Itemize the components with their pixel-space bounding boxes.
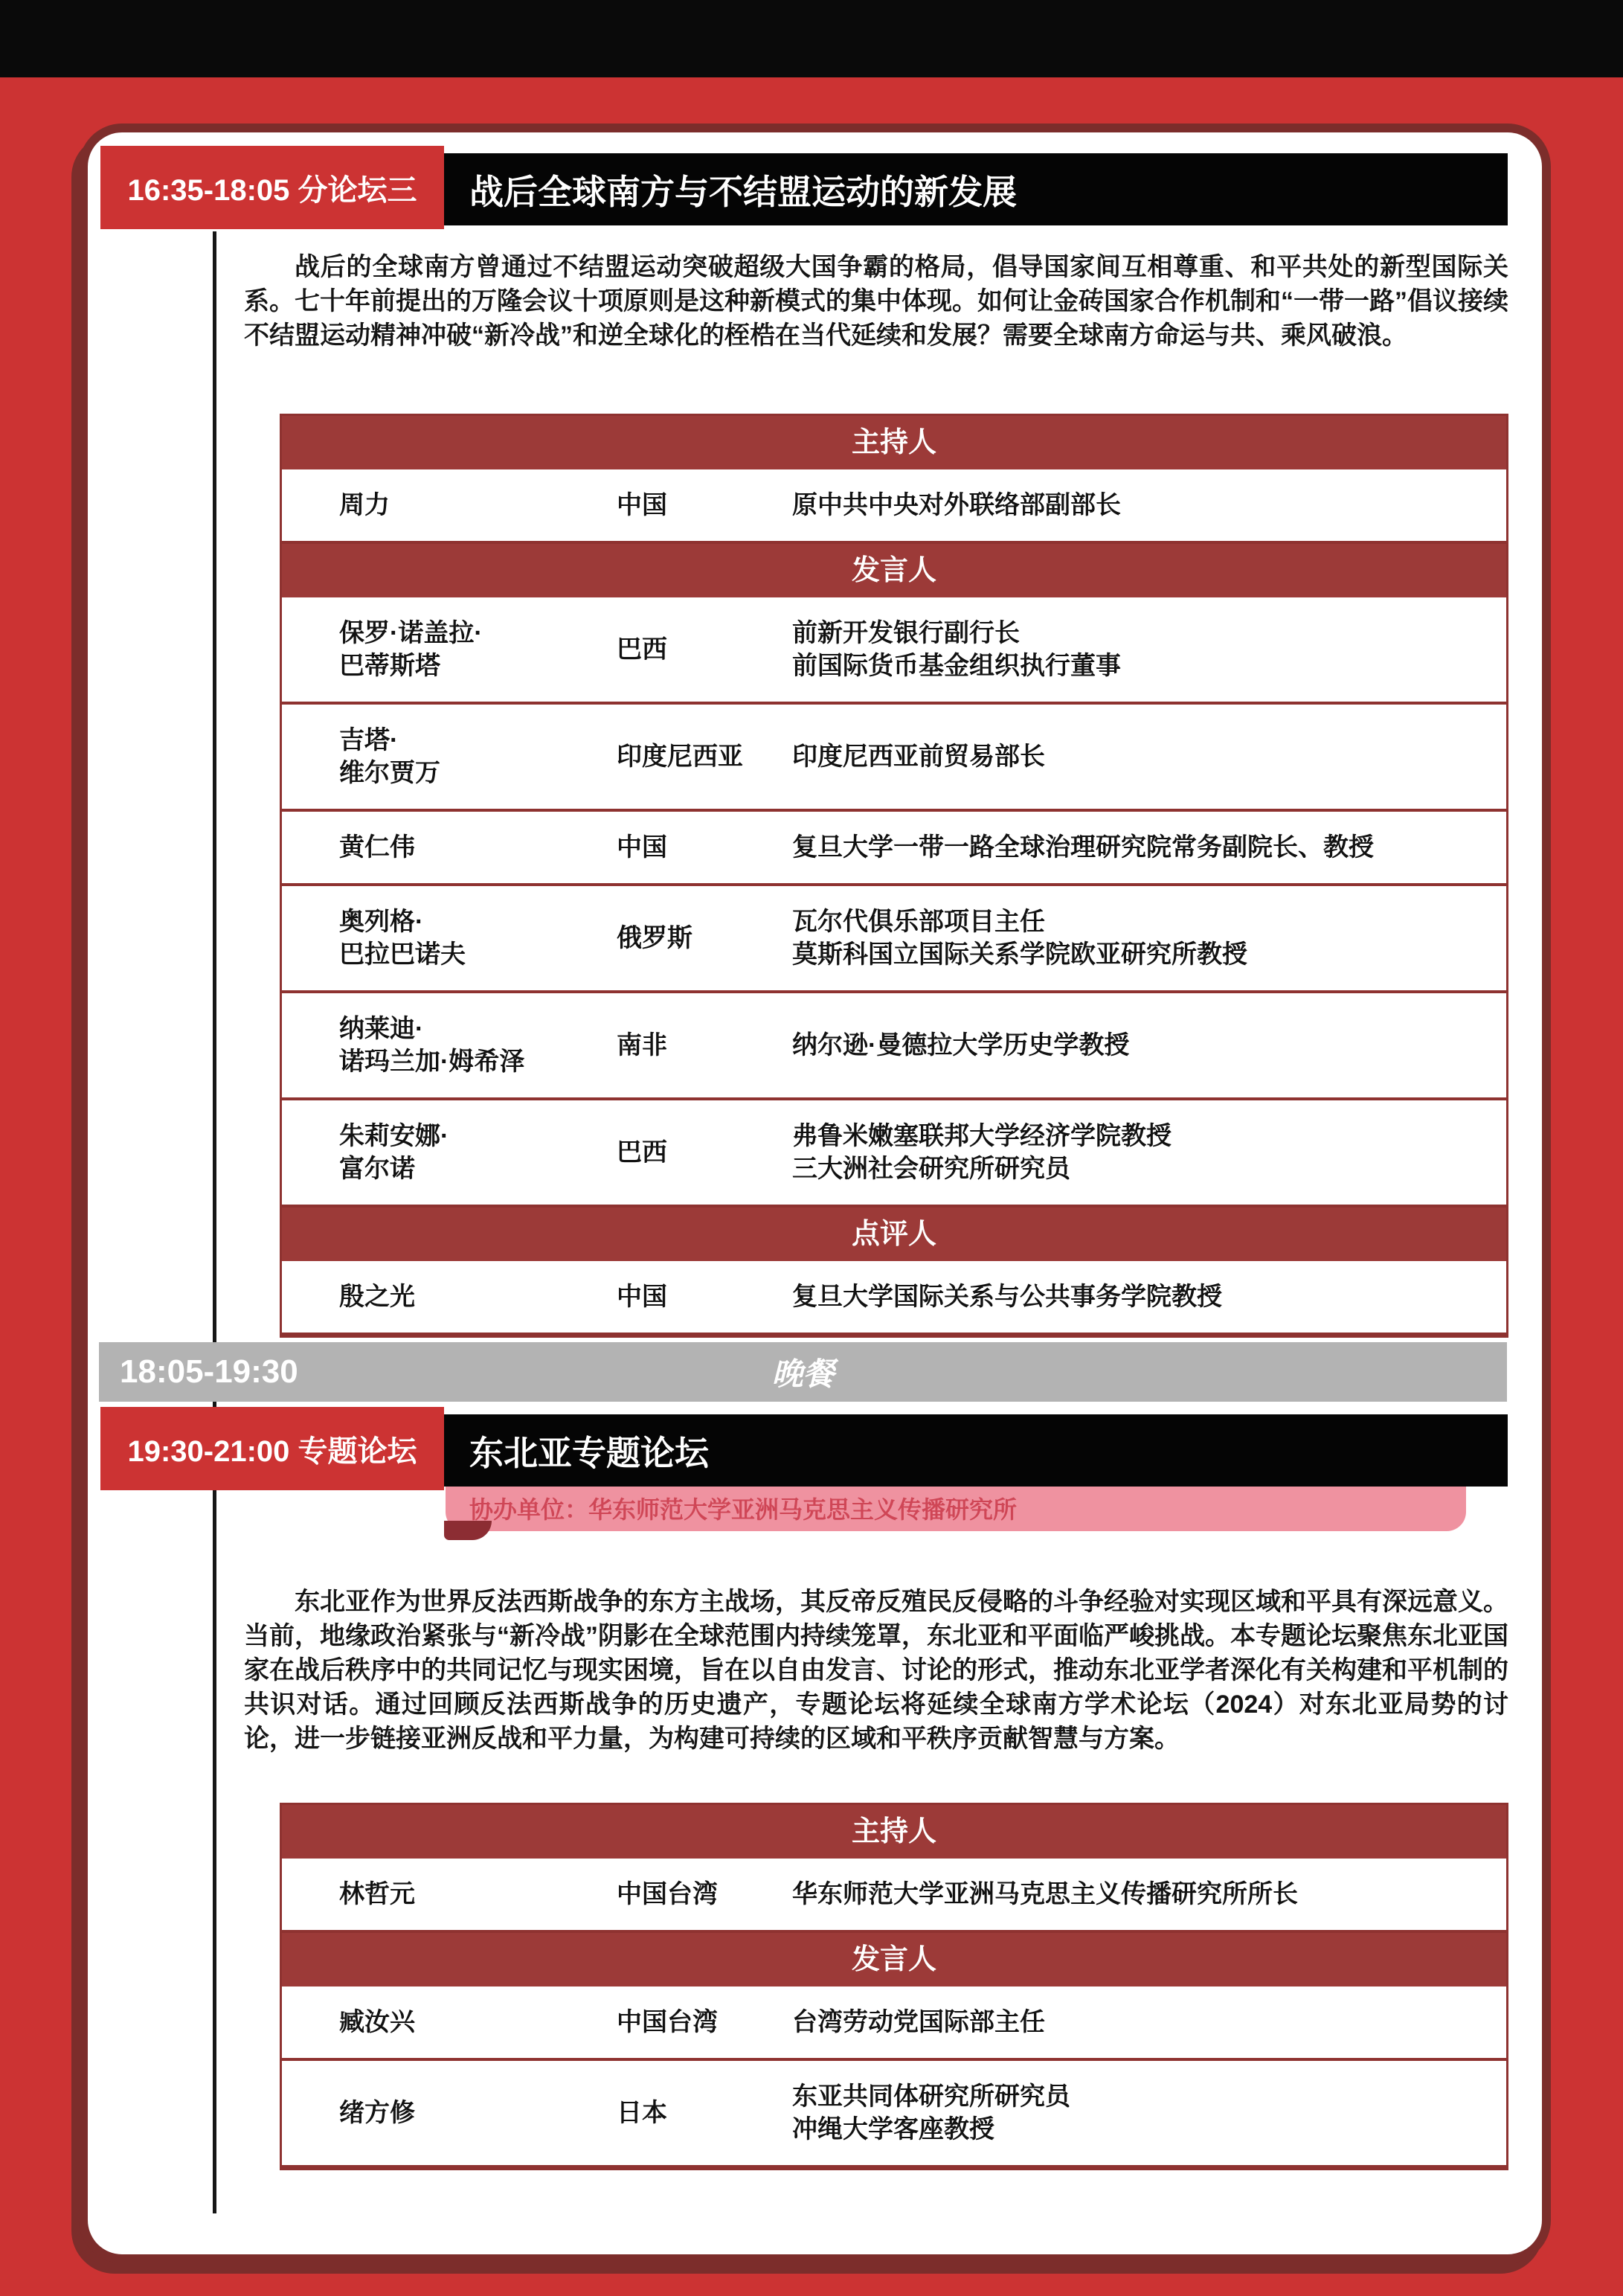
special-forum-title-bar: 东北亚专题论坛 (444, 1414, 1508, 1487)
program-card (79, 124, 1551, 2263)
table-row (282, 993, 1506, 1100)
table-group-header: 点评人 (282, 1208, 1506, 1261)
member-name: 林哲元 (339, 1880, 415, 1908)
forum3-title-bar: 战后全球南方与不结盟运动的新发展 (444, 153, 1508, 225)
co-organizer-ribbon: 协办单位：华东师范大学亚洲马克思主义传播研究所 (446, 1485, 1466, 1531)
member-name: 朱莉安娜· 富尔诺 (339, 1122, 449, 1183)
member-name: 黄仁伟 (339, 833, 415, 862)
special-forum-description: 东北亚作为世界反法西斯战争的东方主战场，其反帝反殖民反侵略的斗争经验对实现区域和平具有深远意义。当前，地缘政治紧张与“新冷战”阴影在全球范围内持续笼罩，东北亚和平面临严峻挑战。本专题论坛聚焦东北亚国家在战后秩序中的共同记忆与现实困境，旨在以自由发言、讨论的形式，推动东北亚学者深化有关构建和平机制的共识对话。通过回顾反法西斯战争的历史遗产，专题论坛将延续全球南方学术论坛（2024）对东北亚局势的讨论，进一步链接亚洲反战和平力量，为构建可持续的区域和平秩序贡献智慧与方案。 (244, 1588, 1508, 1753)
member-country: 俄罗斯 (617, 924, 692, 952)
member-title: 印度尼西亚前贸易部长 (792, 743, 1045, 771)
member-country: 巴西 (617, 635, 667, 664)
table-group-header: 主持人 (282, 1805, 1506, 1859)
special-forum-time-label: 19:30-21:00 专题论坛 (100, 1407, 444, 1490)
member-title: 台湾劳动党国际部主任 (792, 2008, 1045, 2036)
member-name: 绪方修 (339, 2099, 415, 2127)
member-name: 殷之光 (339, 1283, 415, 1311)
table-row (282, 886, 1506, 993)
table-row (282, 597, 1506, 705)
member-country: 中国 (617, 1283, 667, 1311)
timeline-rule (213, 231, 216, 2213)
member-title: 东亚共同体研究所研究员 冲绳大学客座教授 (792, 2082, 1070, 2143)
member-country: 巴西 (617, 1138, 667, 1167)
member-title: 前新开发银行副行长 前国际货币基金组织执行董事 (792, 619, 1121, 680)
member-country: 南非 (617, 1031, 667, 1059)
member-name: 吉塔· 维尔贾万 (339, 726, 440, 787)
table-row (282, 1986, 1506, 2061)
member-country: 中国 (617, 833, 667, 862)
program-card-inner (88, 132, 1542, 2254)
member-country: 日本 (617, 2099, 667, 2127)
member-country: 印度尼西亚 (617, 743, 743, 771)
special-forum-participant-table (280, 1803, 1508, 2170)
table-row (282, 812, 1506, 886)
table-group-header: 发言人 (282, 1933, 1506, 1986)
member-title: 纳尔逊·曼德拉大学历史学教授 (792, 1031, 1130, 1059)
forum3-time-label: 16:35-18:05 分论坛三 (100, 146, 444, 229)
member-country: 中国台湾 (617, 2008, 718, 2036)
forum3-participant-table (280, 414, 1508, 1338)
member-title: 复旦大学国际关系与公共事务学院教授 (792, 1283, 1222, 1311)
table-row (282, 1261, 1506, 1335)
table-row (282, 469, 1506, 544)
member-country: 中国 (617, 491, 667, 519)
table-row (282, 1859, 1506, 1933)
member-name: 臧汝兴 (339, 2008, 415, 2036)
table-row (282, 2061, 1506, 2168)
member-title: 华东师范大学亚洲马克思主义传播研究所所长 (792, 1880, 1298, 1908)
member-name: 纳莱迪· 诺玛兰加·姆希泽 (339, 1015, 525, 1076)
forum3-description: 战后的全球南方曾通过不结盟运动突破超级大国争霸的格局，倡导国家间互相尊重、和平共处的新型国际关系。七十年前提出的万隆会议十项原则是这种新模式的集中体现。如何让金砖国家合作机制和“一带一路”倡议接续不结盟运动精神冲破“新冷战”和逆全球化的桎梏在当代延续和发展？需要全球南方命运与共、乘风破浪。 (244, 253, 1508, 350)
member-title: 弗鲁米嫩塞联邦大学经济学院教授 三大洲社会研究所研究员 (792, 1122, 1172, 1183)
table-group-header: 主持人 (282, 416, 1506, 469)
member-name: 奥列格· 巴拉巴诺夫 (339, 908, 466, 969)
table-group-header: 发言人 (282, 544, 1506, 597)
member-country: 中国台湾 (617, 1880, 718, 1908)
table-row (282, 705, 1506, 812)
top-black-strip (0, 0, 1623, 77)
member-title: 原中共中央对外联络部副部长 (792, 491, 1121, 519)
member-title: 复旦大学一带一路全球治理研究院常务副院长、教授 (792, 833, 1374, 862)
dinner-bar (99, 1342, 1507, 1402)
member-title: 瓦尔代俱乐部项目主任 莫斯科国立国际关系学院欧亚研究所教授 (792, 908, 1247, 969)
dinner-label: 晚餐 (771, 1356, 835, 1391)
dinner-time: 18:05-19:30 (120, 1353, 298, 1390)
member-name: 周力 (339, 491, 390, 519)
table-row (282, 1100, 1506, 1208)
member-name: 保罗·诺盖拉· 巴蒂斯塔 (339, 619, 483, 680)
